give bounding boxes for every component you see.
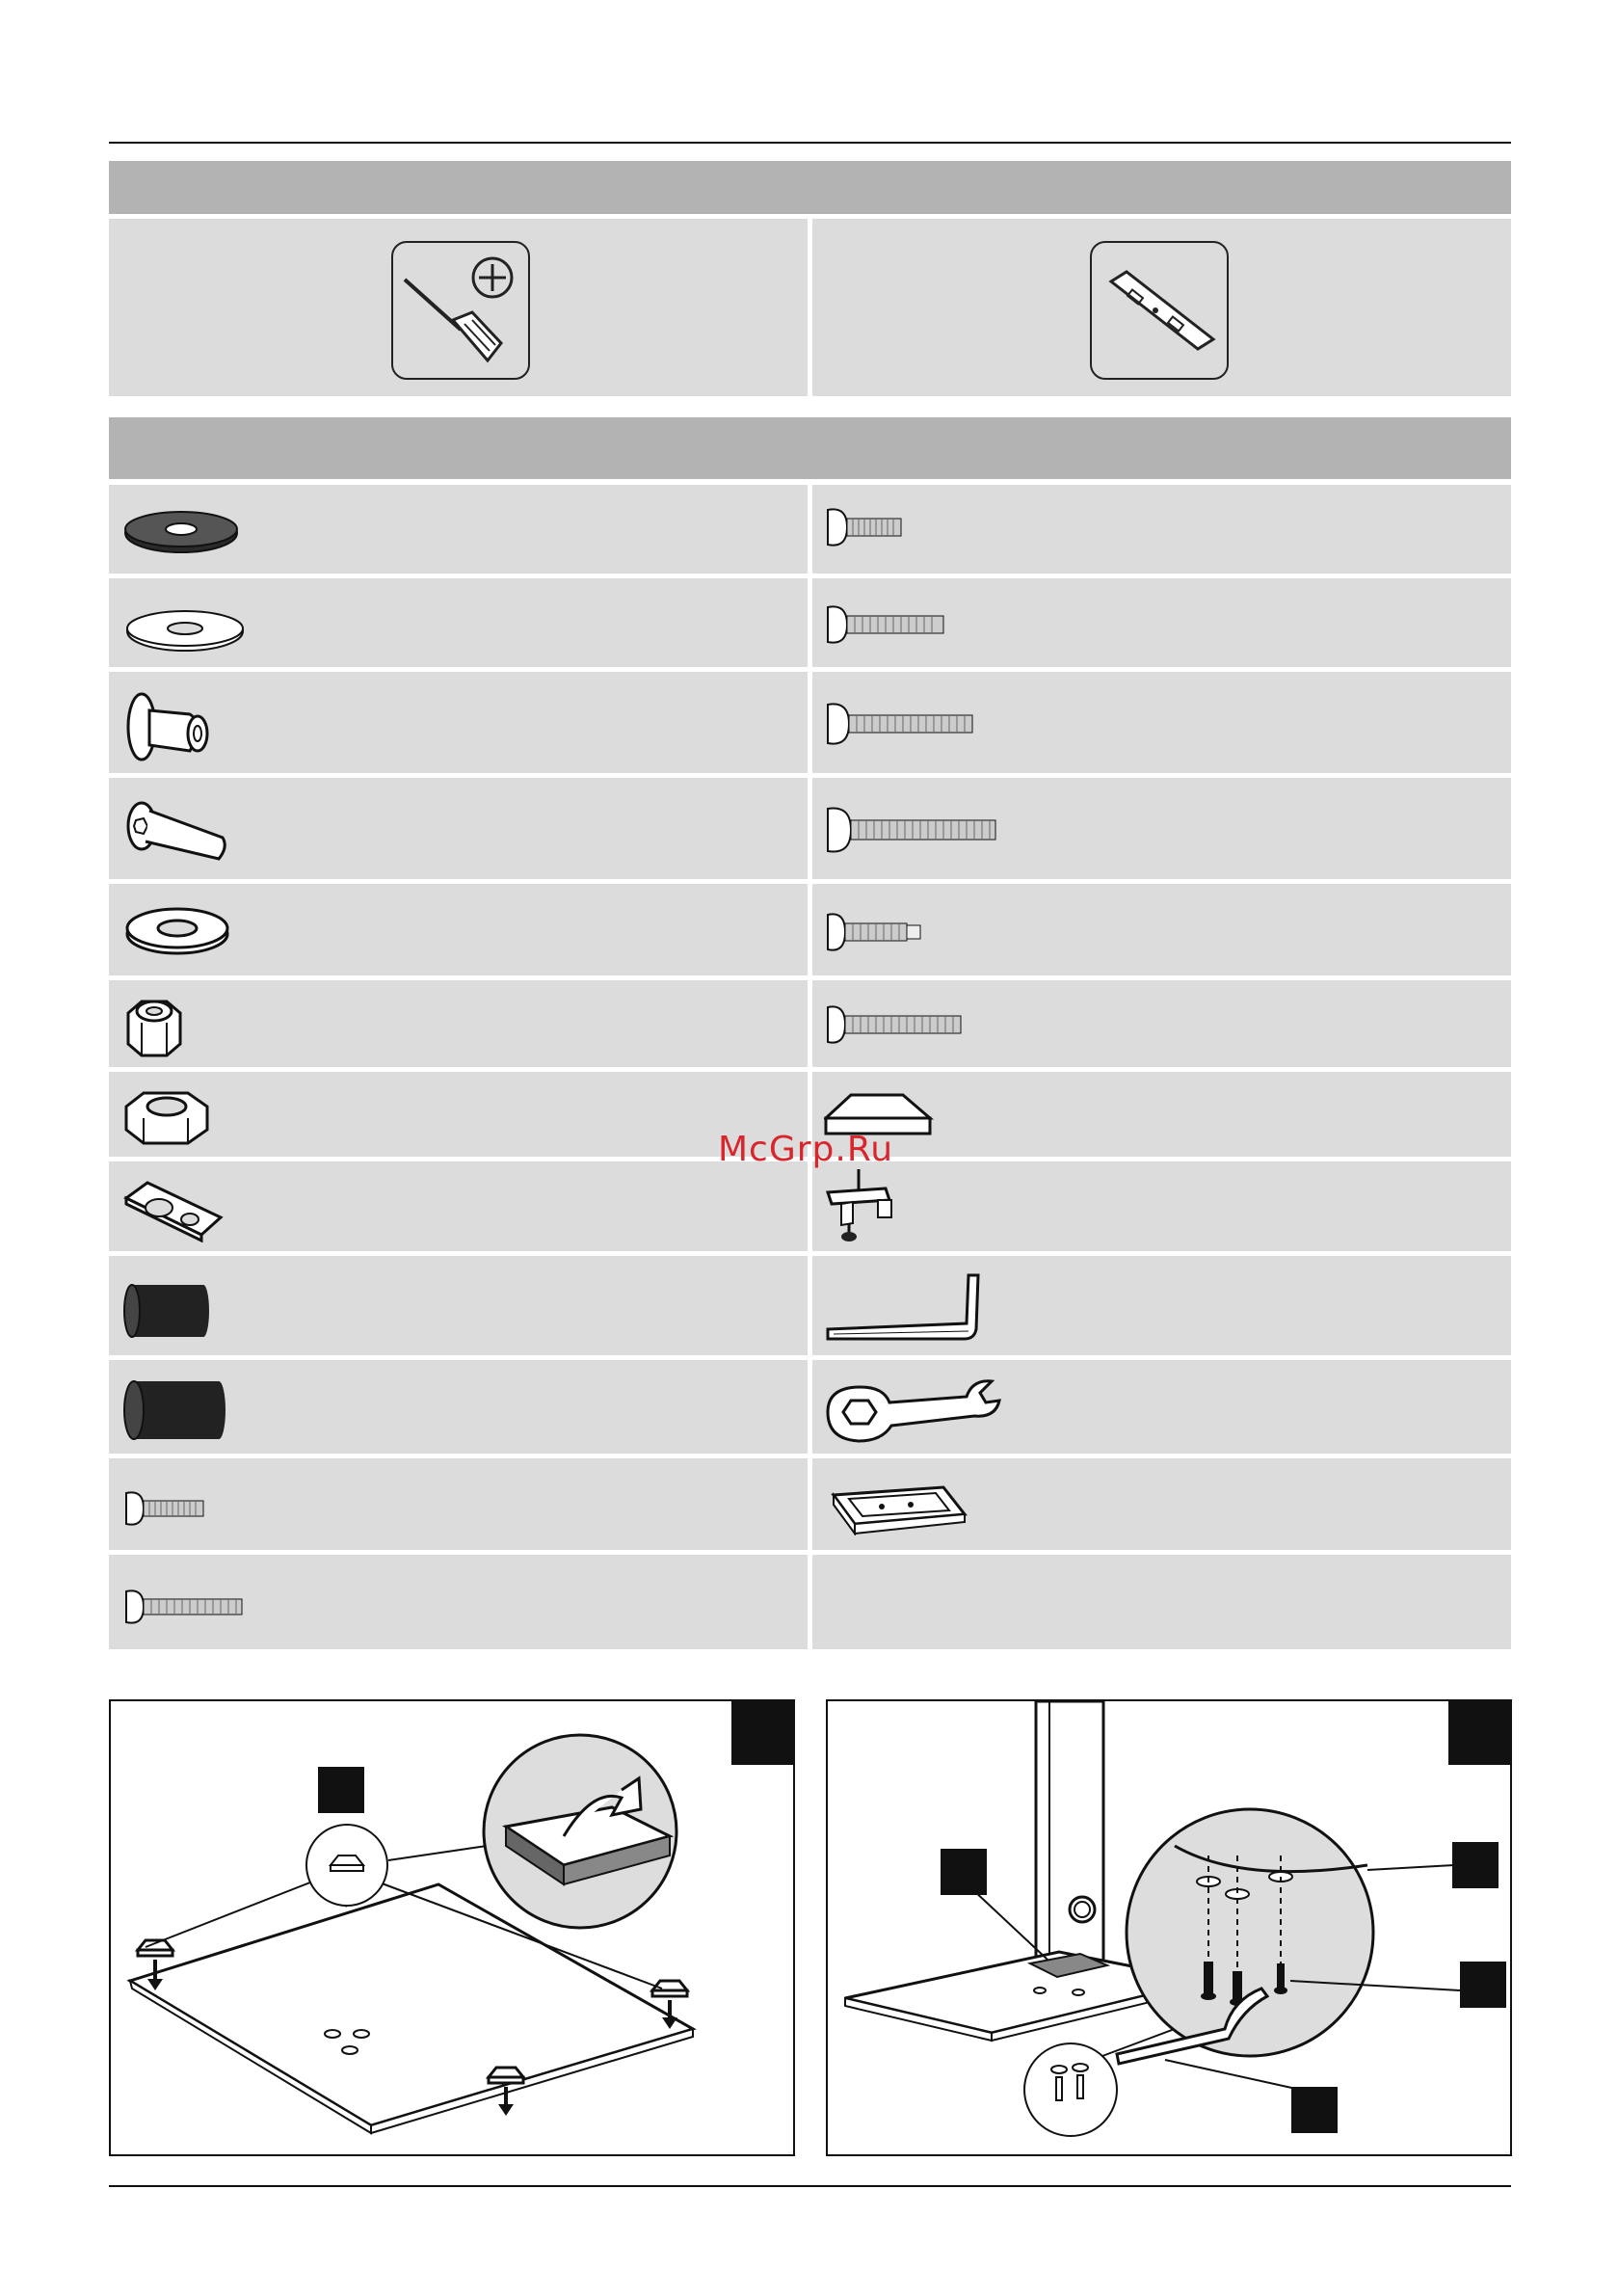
allen-key-icon — [824, 1269, 988, 1347]
empty-part-cell — [812, 1555, 1511, 1649]
part-mounting-plate — [812, 1458, 1511, 1550]
nut-icon — [120, 990, 193, 1062]
part-long-screw — [109, 1555, 808, 1649]
column-base-illustration — [828, 1701, 1510, 2154]
part-screw-m8-short — [812, 884, 1511, 975]
plate-icon — [824, 1478, 968, 1535]
level-icon — [1090, 241, 1229, 380]
bottom-rule — [109, 2185, 1511, 2187]
spacer-icon — [122, 1281, 214, 1341]
part-screw-m5-long — [812, 672, 1511, 773]
screw-icon — [122, 1586, 248, 1629]
part-screw-m6-long — [812, 778, 1511, 879]
clip-icon — [824, 1169, 911, 1246]
part-flanged-sleeve — [109, 672, 808, 773]
part-flat-washer — [109, 578, 808, 667]
part-lock-nut — [109, 980, 808, 1067]
screw-icon — [122, 1487, 209, 1531]
screw-icon — [824, 911, 930, 954]
part-screw-m4-short — [812, 485, 1511, 574]
part-screw-m4-medium — [812, 578, 1511, 667]
part-short-spacer — [109, 1256, 808, 1355]
screw-icon — [824, 701, 978, 749]
part-screw-m8-long — [812, 980, 1511, 1067]
part-short-screw — [109, 1458, 808, 1550]
plate-icon — [120, 1175, 226, 1242]
watermark: McGrp.Ru — [718, 1130, 894, 1169]
spacer-icon — [122, 1377, 228, 1443]
screw-icon — [824, 1003, 968, 1047]
parts-header — [109, 417, 1511, 479]
part-rubber-foot — [812, 1072, 1511, 1157]
tool-cell-screwdriver — [109, 219, 808, 396]
part-spanner — [812, 1360, 1511, 1454]
part-thick-washer — [109, 884, 808, 975]
top-rule — [109, 142, 1511, 144]
step-2-panel — [826, 1699, 1512, 2156]
part-allen-key — [812, 1256, 1511, 1355]
part-black-washer — [109, 485, 808, 574]
washer-icon — [123, 602, 249, 655]
part-long-spacer — [109, 1360, 808, 1454]
part-hex-nut — [109, 1072, 808, 1157]
part-clamp-plate — [109, 1161, 808, 1251]
step-1-panel — [109, 1699, 795, 2156]
part-cable-clip — [812, 1161, 1511, 1251]
sleeve-icon — [122, 683, 219, 765]
screw-icon — [824, 603, 949, 647]
spanner-icon — [822, 1374, 1005, 1446]
bolt-icon — [120, 797, 236, 869]
tool-cell-level — [812, 219, 1511, 396]
screw-icon — [824, 506, 911, 549]
tools-header — [109, 161, 1511, 214]
screw-icon — [824, 805, 1002, 855]
washer-icon — [123, 504, 239, 557]
nut-icon — [120, 1081, 217, 1154]
part-hex-socket-bolt — [109, 778, 808, 879]
washer-icon — [123, 903, 234, 956]
base-plate-illustration — [111, 1701, 793, 2154]
screwdriver-icon — [391, 241, 530, 380]
